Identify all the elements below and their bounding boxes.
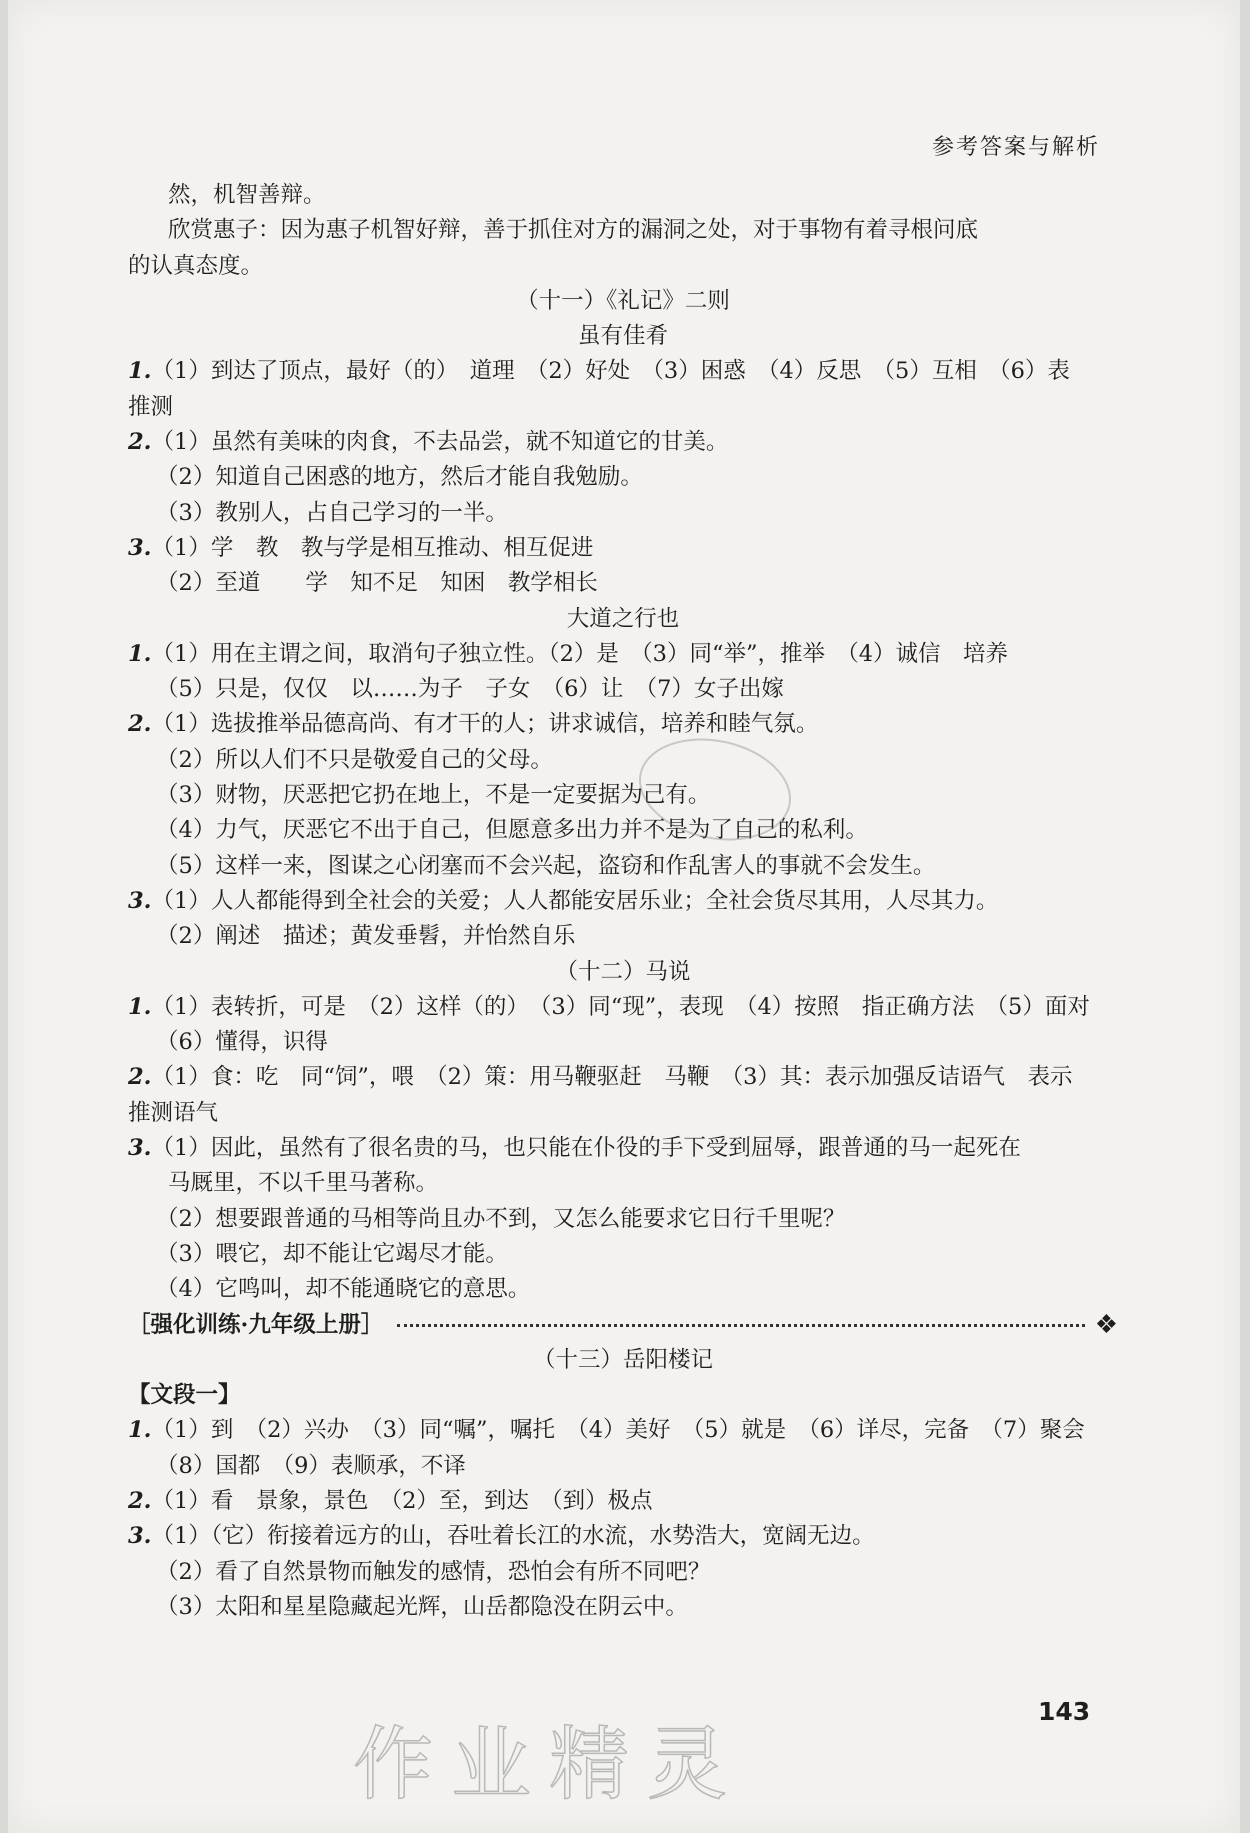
text-line: （5）这样一来，图谋之心闭塞而不会兴起，盗窃和作乱害人的事就不会发生。 [156,852,936,879]
question-number: 3. [128,887,152,914]
answer-line: 3.（1）因此，虽然有了很名贵的马，也只能在仆役的手下受到屈辱，跟普通的马一起死在 [128,1135,1021,1162]
question-number: 2. [128,429,152,456]
answer-body [128,178,1118,1625]
answer-line: 2.（1）看 景象，景色 （2）至，到达 （到）极点 [128,1487,653,1514]
text-line: （8）国都 （9）表顺承，不译 [156,1452,466,1479]
answer-line: 1.（1）用在主谓之间，取消句子独立性。（2）是 （3）同“举”，推举 （4）诚信 培养 [128,640,1009,667]
text-line: 推测语气 [128,1099,219,1126]
dotted-leader [397,1324,1084,1327]
text-line: （3）喂它，却不能让它竭尽才能。 [156,1240,508,1267]
section-label: ［强化训练·九年级上册］ [128,1311,384,1338]
question-number: 2. [128,1487,152,1514]
question-number: 1. [128,640,152,667]
answer-line: 3.（1）学 教 教与学是相互推动、相互促进 [128,534,594,561]
text-line: 的认真态度。 [128,252,264,279]
text-line: （4）力气，厌恶它不出于自己，但愿意多出力并不是为了自己的私利。 [156,817,868,844]
text-line: （3）太阳和星星隐藏起光辉，山岳都隐没在阴云中。 [156,1593,688,1620]
question-number: 1. [128,1417,152,1444]
running-header: 参考答案与解析 [931,135,1100,160]
text-line: （2）所以人们不只是敬爱自己的父母。 [156,746,553,773]
text-line: 马厩里，不以千里马著称。 [168,1170,439,1197]
answer-line: 3.（1）（它）衔接着远方的山，吞吐着长江的水流，水势浩大，宽阔无边。 [128,1523,875,1550]
lesson-title: （十三）岳阳楼记 [532,1346,713,1373]
text-line: （2）知道自己困惑的地方，然后才能自我勉励。 [156,464,643,491]
page [8,0,1240,1833]
question-number: 1. [128,358,152,385]
lesson-title: （十一）《礼记》二则 [516,287,730,314]
text-line: 然，机智善辩。 [168,182,326,208]
text-line: （6）懂得，识得 [156,1029,328,1056]
question-number: 1. [128,993,152,1020]
text-line: 欣赏惠子：因为惠子机智好辩，善于抓住对方的漏洞之处，对于事物有着寻根问底 [168,217,979,244]
text-line: （2）想要跟普通的马相等尚且办不到，又怎么能要求它日行千里呢？ [156,1205,846,1232]
passage-title: 大道之行也 [566,605,680,632]
text-line: （4）它鸣叫，却不能通晓它的意思。 [156,1276,531,1303]
page-number: 143 [1038,1697,1091,1726]
section-bar [128,1308,1118,1343]
text-line: （2）至道 学 知不足 知困 教学相长 [156,570,598,597]
answer-line: 2.（1）食：吃 同“饲”，喂 （2）策：用马鞭驱赶 马鞭 （3）其：表示加强反诘语气 表示 [128,1064,1073,1091]
answer-line: 3.（1）人人都能得到全社会的关爱；人人都能安居乐业；全社会货尽其用，人尽其力。 [128,887,999,914]
question-number: 3. [128,1523,152,1550]
answer-line: 1.（1）到 （2）兴办 （3）同“嘱”，嘱托 （4）美好 （5）就是 （6）详尽，完备 （7）聚会 [128,1417,1085,1444]
text-line: （2）看了自然景物而触发的感情，恐怕会有所不同吧？ [156,1558,711,1585]
diamond-ornament-icon: ❖ [1094,1309,1118,1340]
question-number: 3. [128,1135,152,1162]
question-number: 2. [128,1064,152,1091]
text-line: 推测 [128,393,174,420]
answer-line: 2.（1）虽然有美味的肉食，不去品尝，就不知道它的甘美。 [128,429,729,456]
passage-title: 虽有佳肴 [577,323,668,350]
question-number: 2. [128,711,152,738]
answer-line: 1.（1）表转折，可是 （2）这样（的） （3）同“现”，表现 （4）按照 指正确方法 （5）面对 [128,993,1090,1020]
watermark: 作业精灵 [353,1718,745,1811]
question-number: 3. [128,534,152,561]
text-line: （2）阐述 描述；黄发垂髫，并怡然自乐 [156,923,576,950]
text-line: （5）只是，仅仅 以……为子 子女 （6）让 （7）女子出嫁 [156,676,784,703]
passage-label: 【文段一】 [128,1382,241,1409]
text-line: （3）财物，厌恶把它扔在地上，不是一定要据为己有。 [156,782,711,809]
text-line: （3）教别人，占自己学习的一半。 [156,499,508,526]
answer-line: 2.（1）选拔推举品德高尚、有才干的人；讲求诚信，培养和睦气氛。 [128,711,819,738]
lesson-title: （十二）马说 [555,958,691,985]
answer-line: 1.（1）到达了顶点，最好（的） 道理 （2）好处 （3）困惑 （4）反思 （5）互相 （6）表 [128,358,1070,385]
